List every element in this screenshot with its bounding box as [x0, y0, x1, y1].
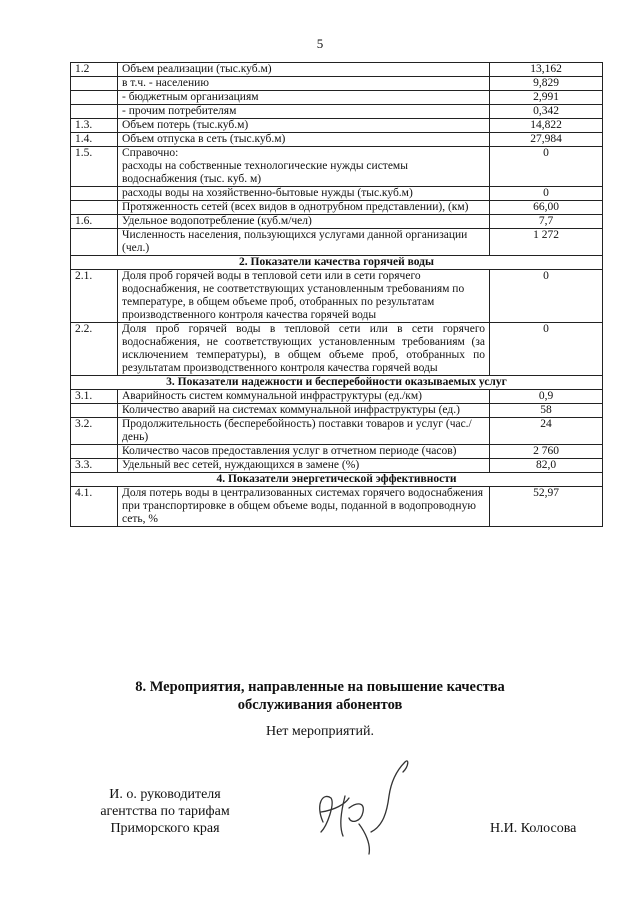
table-row: [71, 323, 603, 376]
handwritten-signature: [305, 752, 415, 862]
row-label: Удельное водопотребление (куб.м/чел): [118, 215, 490, 229]
section-header: 3. Показатели надежности и бесперебойности оказываемых услуг: [71, 376, 603, 390]
row-value: 7,7: [490, 215, 603, 229]
row-number: 1.2: [71, 63, 118, 77]
section-header-row: [71, 256, 603, 270]
table-row: [71, 404, 603, 418]
row-label: Численность населения, пользующихся услугами данной организации (чел.): [118, 229, 490, 256]
row-label: расходы воды на хозяйственно-бытовые нужды (тыс.куб.м): [118, 187, 490, 201]
row-number: 3.1.: [71, 390, 118, 404]
table-row: [71, 77, 603, 91]
row-label: Доля проб горячей воды в тепловой сети или в сети горячего водоснабжения, не соответствующих установленным требованиям (за исключением температуры), в общем объеме проб, отобранных по результатам производственного контроля качества горячей воды: [118, 323, 490, 376]
row-number: [71, 105, 118, 119]
section-8-heading-line1: 8. Мероприятия, направленные на повышение качества: [135, 679, 505, 695]
signatory-title: [70, 786, 260, 837]
row-value: 0: [490, 187, 603, 201]
row-label: - бюджетным организациям: [118, 91, 490, 105]
row-label: Количество аварий на системах коммунальной инфраструктуры (ед.): [118, 404, 490, 418]
row-number: [71, 91, 118, 105]
signatory-title-line1: И. о. руководителя: [109, 787, 221, 802]
table-row: [71, 445, 603, 459]
table-row: [71, 459, 603, 473]
row-number: 2.1.: [71, 270, 118, 323]
row-value: 0: [490, 147, 603, 187]
table-row: [71, 63, 603, 77]
signatory-title-line2: агентства по тарифам: [100, 804, 230, 819]
row-number: [71, 77, 118, 91]
row-value: 1 272: [490, 229, 603, 256]
table-row: [71, 119, 603, 133]
row-label: Аварийность систем коммунальной инфраструктуры (ед./км): [118, 390, 490, 404]
table-row: [71, 201, 603, 215]
row-label: Объем отпуска в сеть (тыс.куб.м): [118, 133, 490, 147]
section-header: 4. Показатели энергетической эффективности: [71, 473, 603, 487]
indicators-table: [70, 62, 603, 527]
row-label: Удельный вес сетей, нуждающихся в замене (%): [118, 459, 490, 473]
table-row: [71, 147, 603, 187]
row-number: [71, 229, 118, 256]
table-row: [71, 390, 603, 404]
row-label: Доля проб горячей воды в тепловой сети или в сети горячего водоснабжения, не соответствующих установленным требованиям по температуре, в общем объеме проб, отобранных по результатам производственного контроля качества горячей воды: [118, 270, 490, 323]
row-label: Объем потерь (тыс.куб.м): [118, 119, 490, 133]
table-row: [71, 229, 603, 256]
row-label: в т.ч. - населению: [118, 77, 490, 91]
table-row: [71, 215, 603, 229]
row-label: Количество часов предоставления услуг в отчетном периоде (часов): [118, 445, 490, 459]
row-number: 3.2.: [71, 418, 118, 445]
row-number: 2.2.: [71, 323, 118, 376]
section-header: 2. Показатели качества горячей воды: [71, 256, 603, 270]
row-value: 2 760: [490, 445, 603, 459]
table-row: [71, 487, 603, 527]
section-8-heading: [0, 678, 640, 714]
table-row: [71, 105, 603, 119]
row-value: 58: [490, 404, 603, 418]
signatory-title-line3: Приморского края: [110, 821, 220, 836]
row-value: 0: [490, 270, 603, 323]
row-value: 82,0: [490, 459, 603, 473]
row-value: 0,9: [490, 390, 603, 404]
row-value: 13,162: [490, 63, 603, 77]
row-number: 4.1.: [71, 487, 118, 527]
page-number: 5: [316, 36, 324, 51]
row-value: 2,991: [490, 91, 603, 105]
row-number: 1.6.: [71, 215, 118, 229]
section-8-heading-line2: обслуживания абонентов: [237, 697, 403, 713]
section-header-row: [71, 376, 603, 390]
row-value: 27,984: [490, 133, 603, 147]
row-number: [71, 201, 118, 215]
row-value: 0: [490, 323, 603, 376]
section-header-row: [71, 473, 603, 487]
row-number: 1.3.: [71, 119, 118, 133]
row-label: - прочим потребителям: [118, 105, 490, 119]
row-number: 1.4.: [71, 133, 118, 147]
row-label: Протяженность сетей (всех видов в однотрубном представлении), (км): [118, 201, 490, 215]
table-row: [71, 133, 603, 147]
table-row: [71, 91, 603, 105]
row-label: Продолжительность (бесперебойность) поставки товаров и услуг (час./день): [118, 418, 490, 445]
indicators-table-body: [71, 63, 603, 527]
table-row: [71, 270, 603, 323]
row-value: 66,00: [490, 201, 603, 215]
row-number: [71, 404, 118, 418]
table-row: [71, 418, 603, 445]
row-value: 0,342: [490, 105, 603, 119]
row-number: 1.5.: [71, 147, 118, 187]
row-label: Справочно: расходы на собственные технологические нужды системы водоснабжения (тыс. куб. м): [118, 147, 490, 187]
section-8-note: Нет мероприятий.: [265, 724, 375, 739]
row-value: 24: [490, 418, 603, 445]
row-value: 52,97: [490, 487, 603, 527]
row-value: 14,822: [490, 119, 603, 133]
row-label: Доля потерь воды в централизованных системах горячего водоснабжения при транспортировке в общем объеме воды, поданной в водопроводную сеть, %: [118, 487, 490, 527]
row-number: 3.3.: [71, 459, 118, 473]
row-label: Объем реализации (тыс.куб.м): [118, 63, 490, 77]
row-value: 9,829: [490, 77, 603, 91]
row-number: [71, 445, 118, 459]
row-number: [71, 187, 118, 201]
signatory-name: Н.И. Колосова: [490, 821, 577, 836]
table-row: [71, 187, 603, 201]
